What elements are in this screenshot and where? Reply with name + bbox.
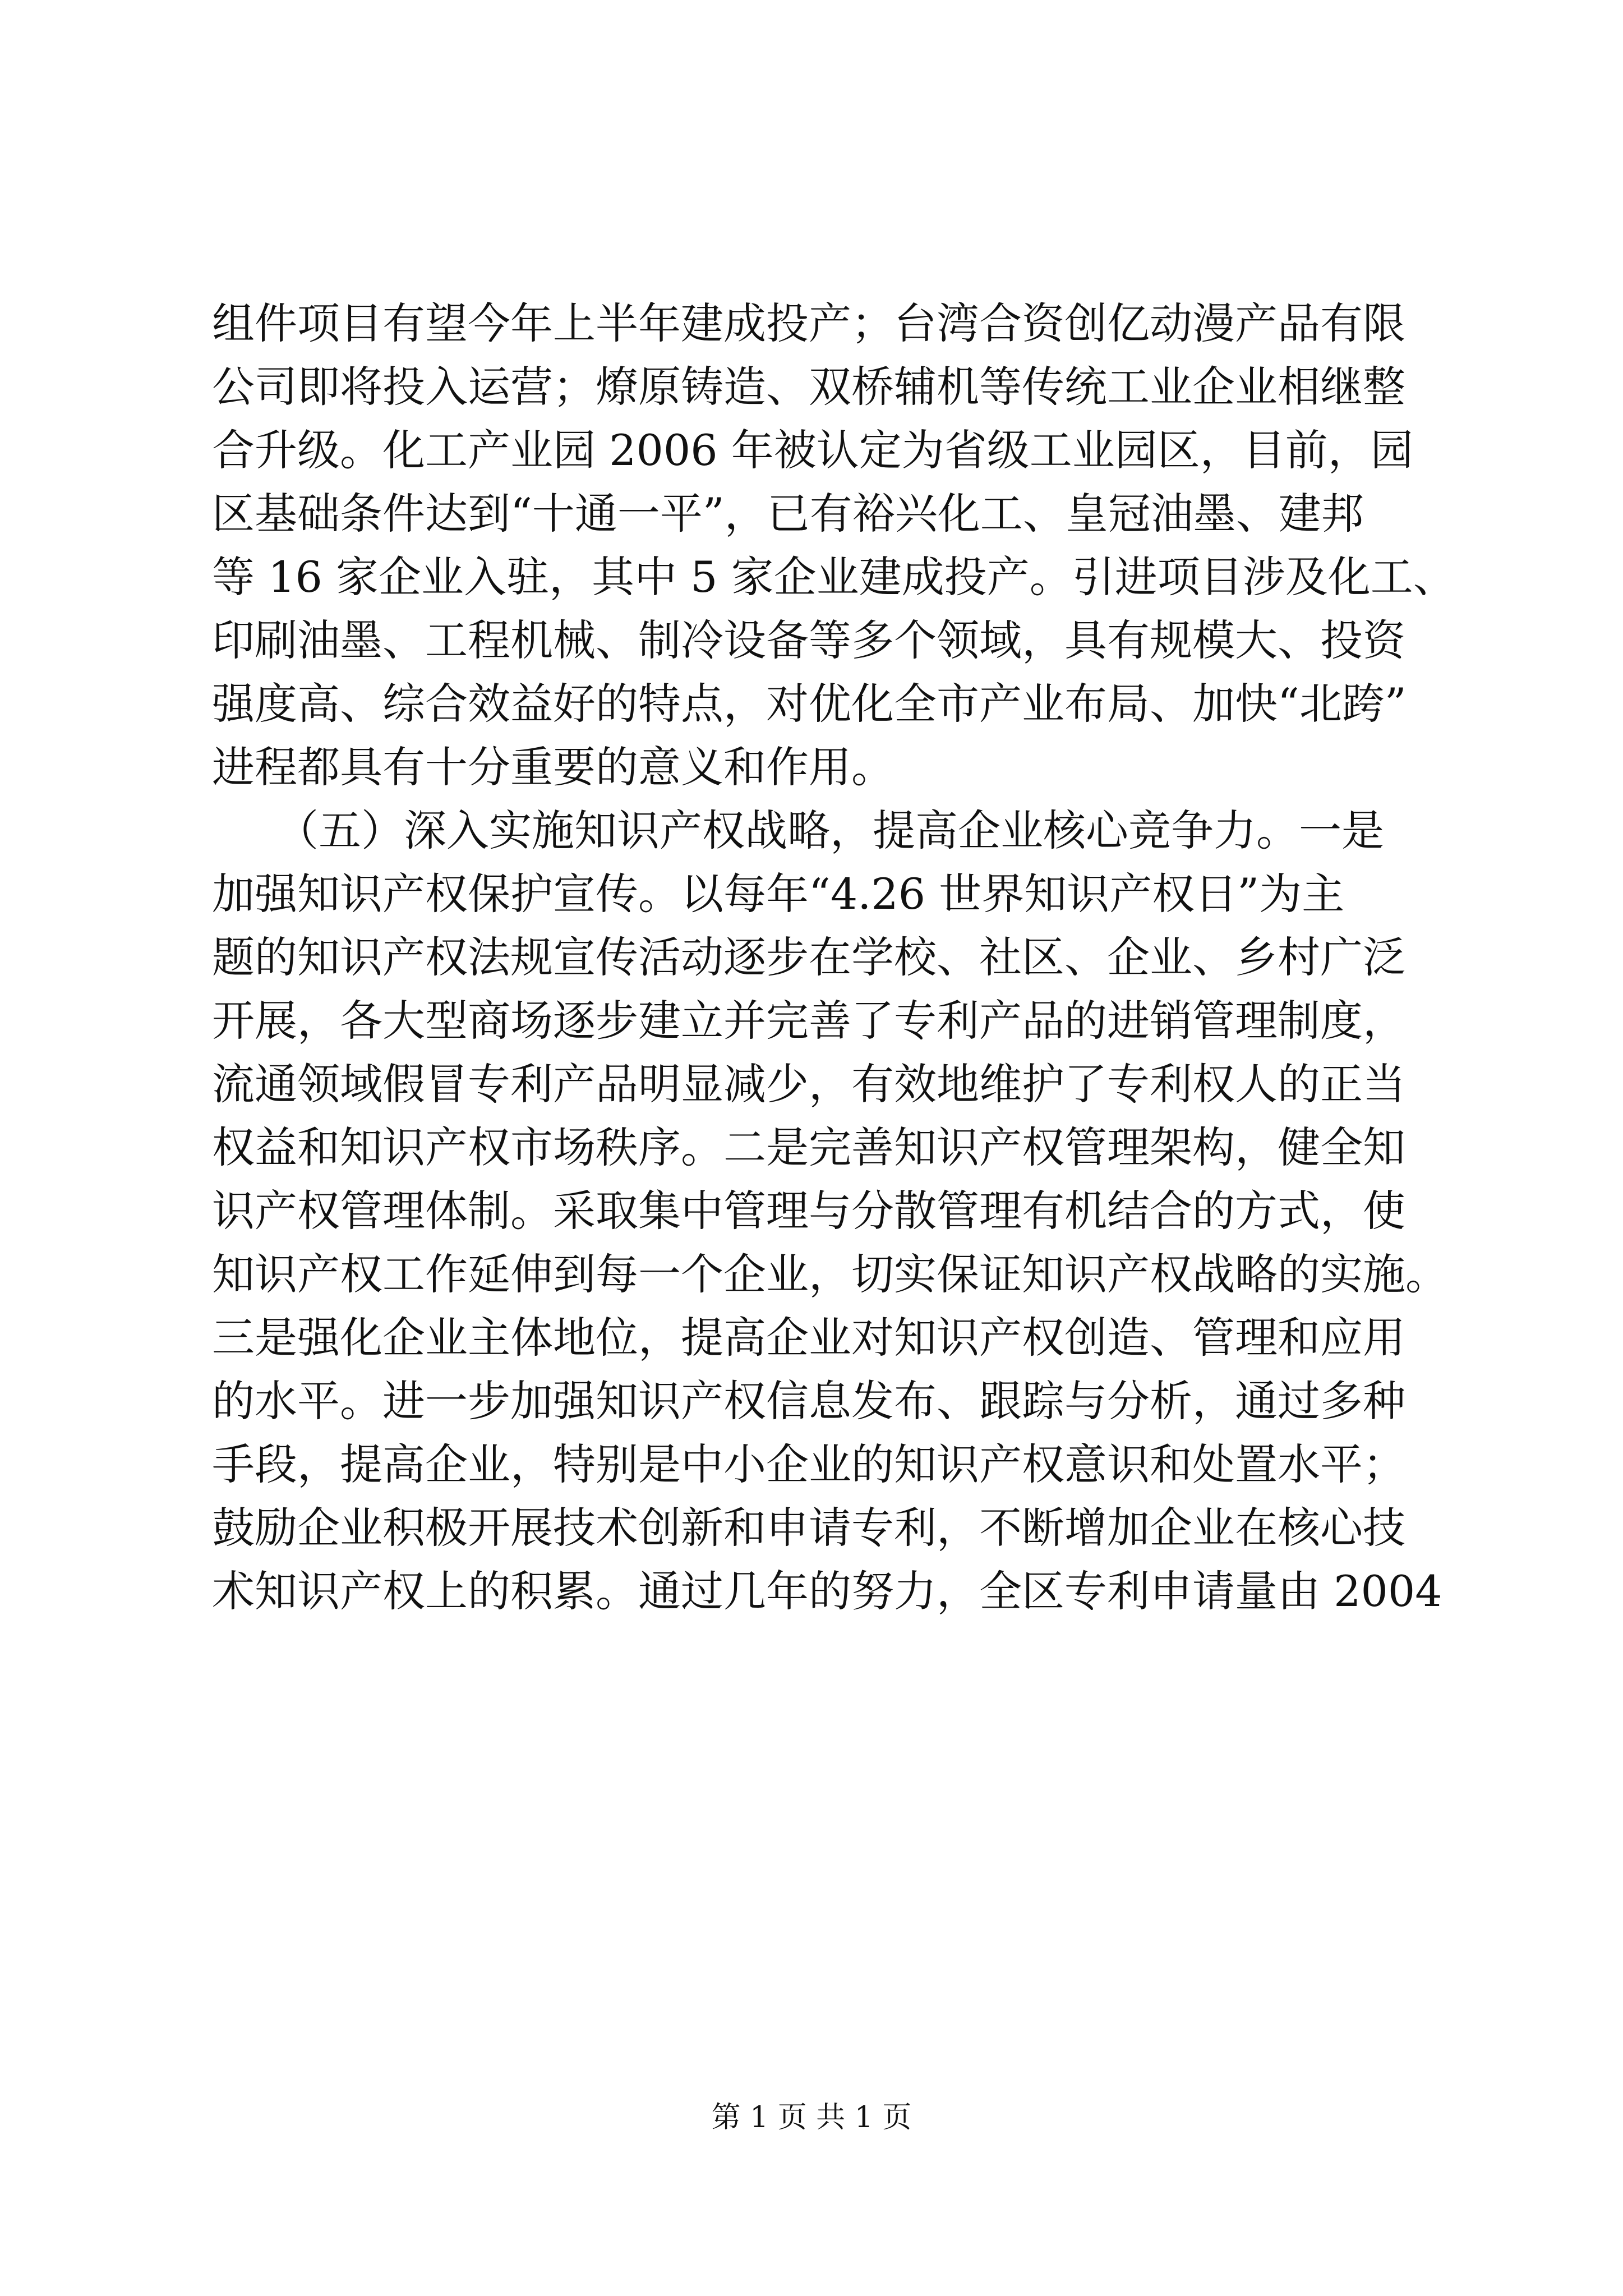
text-line: 流通领域假冒专利产品明显减少，有效地维护了专利权人的正当 <box>212 1059 1405 1109</box>
page-number: 第 1 页 共 1 页 <box>711 2101 912 2134</box>
text-line: 合升级。化工产业园 2006 年被认定为省级工业园区，目前，园 <box>212 425 1413 475</box>
body-text <box>212 292 1456 1623</box>
text-line: （五）深入实施知识产权战略，提高企业核心竞争力。一是 <box>212 806 1384 855</box>
text-line: 印刷油墨、工程机械、制冷设备等多个领域，具有规模大、投资 <box>212 615 1405 665</box>
text-line: 强度高、综合效益好的特点，对优化全市产业布局、加快“北跨” <box>212 679 1407 729</box>
text-line: 开展，各大型商场逐步建立并完善了专利产品的进销管理制度， <box>212 996 1405 1046</box>
text-line: 加强知识产权保护宣传。以每年“4.26 世界知识产权日”为主 <box>212 869 1345 919</box>
text-line: 识产权管理体制。采取集中管理与分散管理有机结合的方式，使 <box>212 1186 1405 1236</box>
text-line: 题的知识产权法规宣传活动逐步在学校、社区、企业、乡村广泛 <box>212 932 1405 982</box>
text-line: 的水平。进一步加强知识产权信息发布、跟踪与分析，通过多种 <box>212 1376 1405 1426</box>
page-footer <box>0 2098 1623 2137</box>
text-line: 进程都具有十分重要的意义和作用。 <box>212 742 894 792</box>
text-line: 手段，提高企业，特别是中小企业的知识产权意识和处置水平； <box>212 1439 1405 1489</box>
text-line: 组件项目有望今年上半年建成投产；台湾合资创亿动漫产品有限 <box>212 298 1405 348</box>
text-line: 权益和知识产权市场秩序。二是完善知识产权管理架构，健全知 <box>212 1122 1405 1172</box>
text-line: 鼓励企业积极开展技术创新和申请专利，不断增加企业在核心技 <box>212 1503 1405 1553</box>
text-line: 三是强化企业主体地位，提高企业对知识产权创造、管理和应用 <box>212 1313 1405 1363</box>
text-line: 知识产权工作延伸到每一个企业，切实保证知识产权战略的实施。 <box>212 1249 1448 1299</box>
text-line: 等 16 家企业入驻，其中 5 家企业建成投产。引进项目涉及化工、 <box>212 552 1456 602</box>
text-line: 区基础条件达到“十通一平”，已有裕兴化工、皇冠油墨、建邦 <box>212 489 1364 539</box>
text-line: 术知识产权上的积累。通过几年的努力，全区专利申请量由 2004 <box>212 1566 1442 1616</box>
text-line: 公司即将投入运营；燎原铸造、双桥辅机等传统工业企业相继整 <box>212 362 1405 412</box>
